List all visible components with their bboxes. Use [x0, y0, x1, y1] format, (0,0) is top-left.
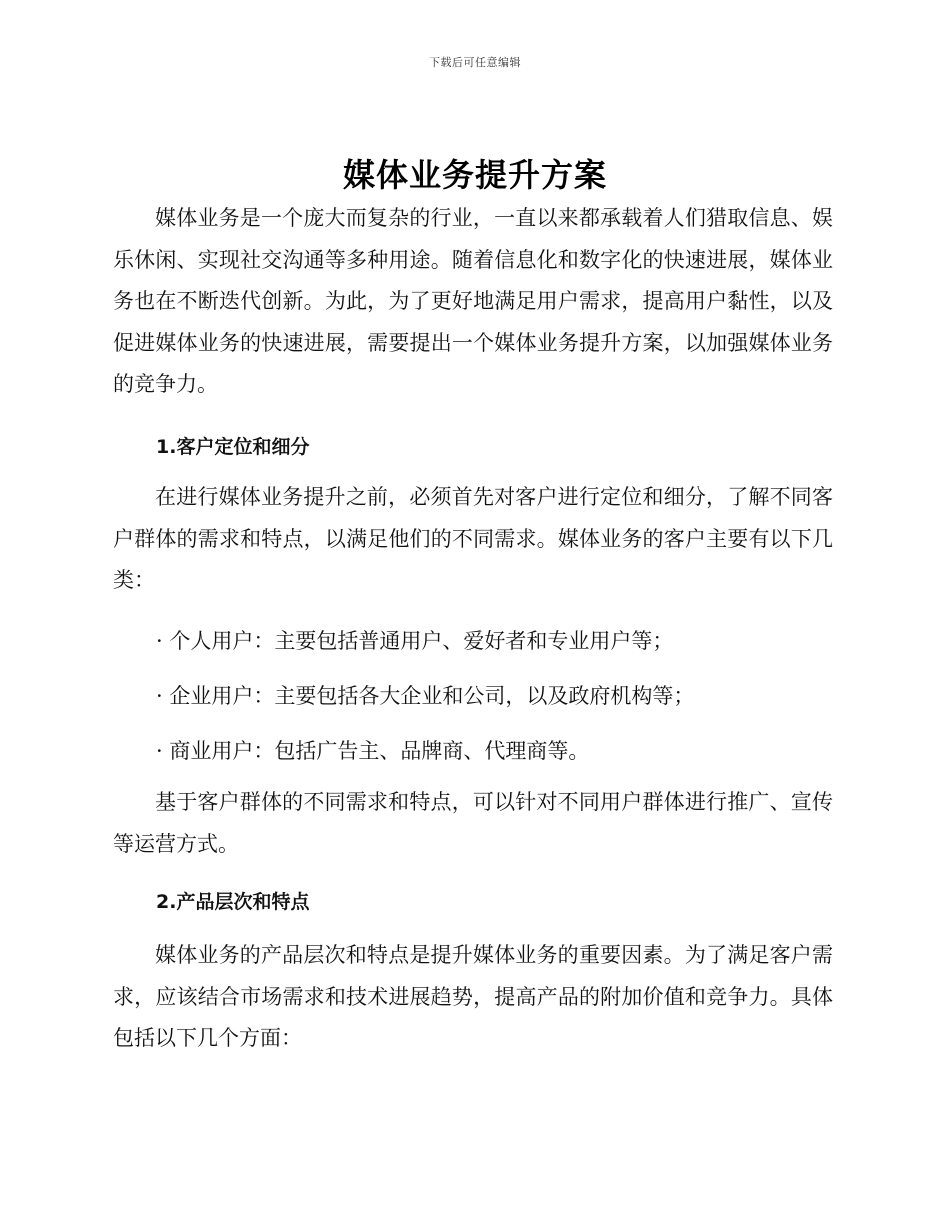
header-note: 下载后可任意编辑: [429, 56, 521, 69]
section-1-paragraph: 在进行媒体业务提升之前，必须首先对客户进行定位和细分，了解不同客户群体的需求和特点，以满足他们的不同需求。媒体业务的客户主要有以下几类：: [113, 485, 833, 592]
document-title: 媒体业务提升方案: [342, 156, 607, 194]
section-1-heading: 1.客户定位和细分: [156, 436, 310, 458]
section-1-closing-paragraph: 基于客户群体的不同需求和特点，可以针对不同用户群体进行推广、宣传等运营方式。: [113, 790, 833, 856]
intro-paragraph: 媒体业务是一个庞大而复杂的行业，一直以来都承载着人们猎取信息、娱乐休闲、实现社交沟通等多种用途。随着信息化和数字化的快速进展，媒体业务也在不断迭代创新。为此，为了更好地满足用户需求，提高用户黏性，以及促进媒体业务的快速进展，需要提出一个媒体业务提升方案，以加强媒体业务的竞争力。: [113, 206, 833, 396]
section-2-paragraph: 媒体业务的产品层次和特点是提升媒体业务的重要因素。为了满足客户需求，应该结合市场需求和技术进展趋势，提高产品的附加价值和竞争力。具体包括以下几个方面：: [113, 943, 833, 1050]
bullet-item-enterprise-users: · 企业用户：主要包括各大企业和公司，以及政府机构等；: [156, 684, 695, 708]
bullet-item-personal-users: · 个人用户：主要包括普通用户、爱好者和专业用户等；: [156, 629, 674, 653]
bullet-item-commercial-users: · 商业用户：包括广告主、品牌商、代理商等。: [156, 739, 590, 763]
section-2-heading: 2.产品层次和特点: [156, 891, 310, 913]
